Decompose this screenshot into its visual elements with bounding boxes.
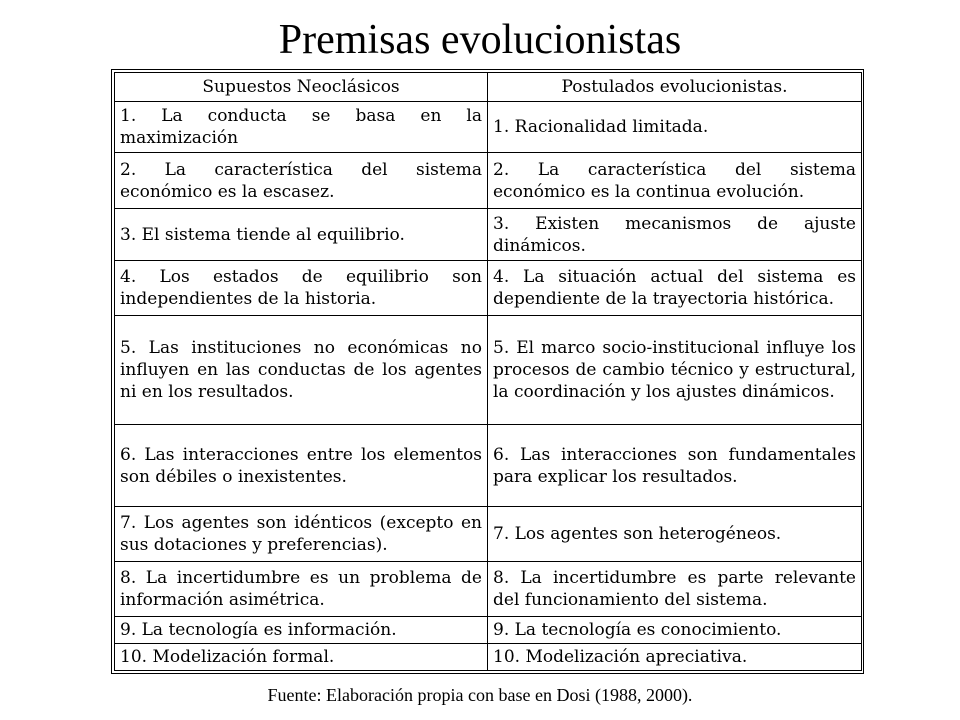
page-title: Premisas evolucionistas: [278, 17, 682, 63]
table-row: [115, 316, 862, 425]
evolutionary-cell: 5. El marco socio-institucional influye los procesos de cambio técnico y estructural, la coordinación y los ajustes dinámicos.: [488, 316, 862, 425]
header-neoclassical: Supuestos Neoclásicos: [115, 73, 488, 102]
evolutionary-cell: 7. Los agentes son heterogéneos.: [488, 507, 862, 562]
evolutionary-cell: 10. Modelización apreciativa.: [488, 644, 862, 671]
evolutionary-cell: 8. La incertidumbre es parte relevante del funcionamiento del sistema.: [488, 562, 862, 617]
table-row: [115, 425, 862, 507]
table-row: [115, 617, 862, 644]
table-row: [115, 261, 862, 316]
source-caption: Fuente: Elaboración propia con base en Dosi (1988, 2000).: [267, 685, 693, 705]
neoclassical-cell: 2. La característica del sistema económico es la escasez.: [115, 153, 488, 209]
neoclassical-cell: 8. La incertidumbre es un problema de información asimétrica.: [115, 562, 488, 617]
table-row: [115, 644, 862, 671]
evolutionary-cell: 3. Existen mecanismos de ajuste dinámicos.: [488, 209, 862, 261]
header-evolutionary: Postulados evolucionistas.: [488, 73, 862, 102]
neoclassical-cell: 10. Modelización formal.: [115, 644, 488, 671]
table-row: [115, 153, 862, 209]
neoclassical-cell: 6. Las interacciones entre los elementos son débiles o inexistentes.: [115, 425, 488, 507]
table-row: [115, 562, 862, 617]
evolutionary-cell: 4. La situación actual del sistema es dependiente de la trayectoria histórica.: [488, 261, 862, 316]
evolutionary-cell: 2. La característica del sistema económico es la continua evolución.: [488, 153, 862, 209]
evolutionary-cell: 1. Racionalidad limitada.: [488, 102, 862, 153]
neoclassical-cell: 9. La tecnología es información.: [115, 617, 488, 644]
neoclassical-cell: 4. Los estados de equilibrio son independientes de la historia.: [115, 261, 488, 316]
table-header-row: [115, 73, 862, 102]
comparison-table: [114, 72, 862, 671]
neoclassical-cell: 7. Los agentes son idénticos (excepto en sus dotaciones y preferencias).: [115, 507, 488, 562]
evolutionary-cell: 6. Las interacciones son fundamentales para explicar los resultados.: [488, 425, 862, 507]
neoclassical-cell: 3. El sistema tiende al equilibrio.: [115, 209, 488, 261]
comparison-table-frame: [111, 69, 864, 674]
evolutionary-cell: 9. La tecnología es conocimiento.: [488, 617, 862, 644]
table-row: [115, 507, 862, 562]
table-row: [115, 102, 862, 153]
neoclassical-cell: 5. Las instituciones no económicas no influyen en las conductas de los agentes ni en los resultados.: [115, 316, 488, 425]
neoclassical-cell: 1. La conducta se basa en la maximización: [115, 102, 488, 153]
table-row: [115, 209, 862, 261]
